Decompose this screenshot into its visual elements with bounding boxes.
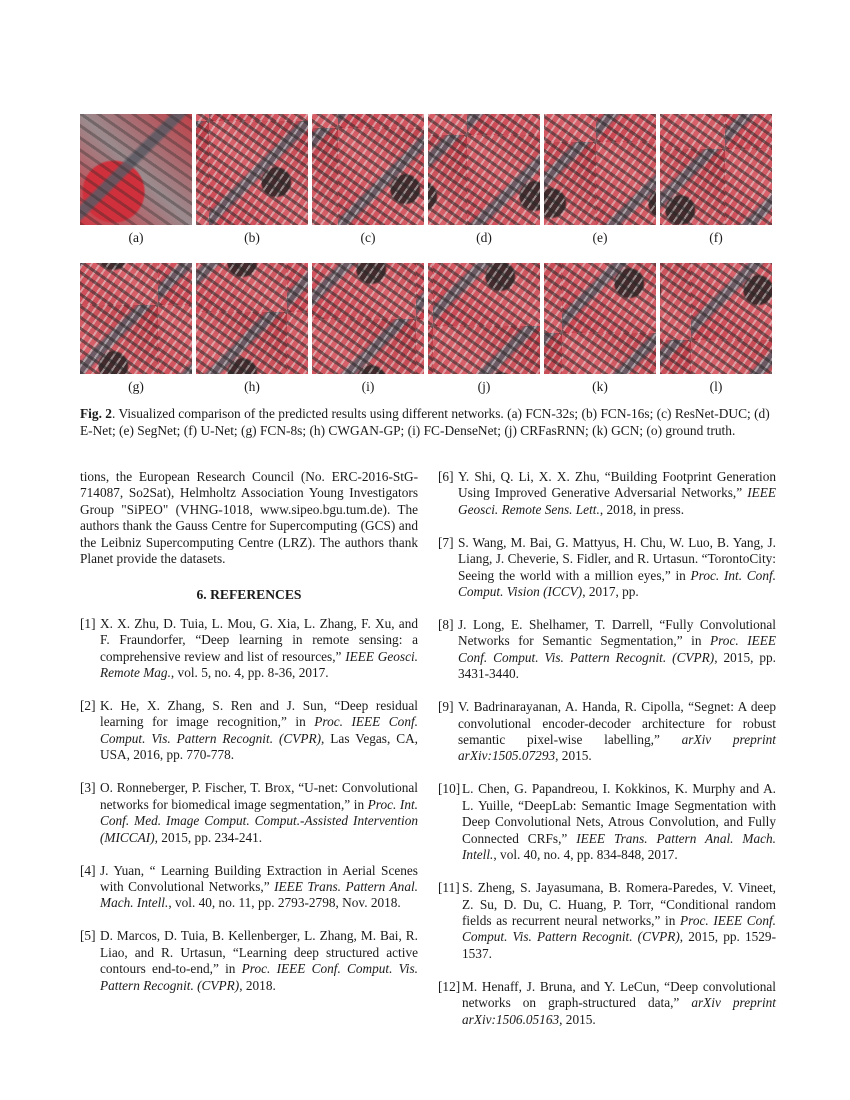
- reference-number: [3]: [80, 780, 96, 796]
- reference-text: , vol. 40, no. 4, pp. 834-848, 2017.: [493, 847, 678, 863]
- reference-venue: IEEE Geosci. Remote Mag.: [100, 648, 419, 681]
- subfigure-image: [196, 114, 308, 225]
- subfigure-label: (d): [476, 230, 492, 245]
- reference-number: [9]: [438, 699, 454, 715]
- subfigure-label: (l): [709, 379, 723, 394]
- subfigure-label: (i): [361, 379, 375, 394]
- reference-text: , 2015, pp. 1529-1537.: [462, 929, 777, 961]
- subfigure-label: (b): [244, 230, 260, 245]
- reference-text: , 2015, pp. 3431-3440.: [458, 649, 776, 682]
- subfigure-image: [80, 114, 192, 225]
- reference-number: [4]: [80, 862, 96, 878]
- subfigure-label: (e): [592, 230, 608, 245]
- caption-text: . Visualized comparison of the predicted results using different networks. (a) FCN-32s; (b) FCN-16s; (c) ResNet-DUC; (d) E-Net; (e) SegNet; (f) U-Net; (g) FCN-8s; (h) CWGAN-GP; (i) FC-DenseNet; (j) CRFasRNN; (k) GCN; (o) ground truth.: [80, 406, 770, 438]
- reference-item: [438, 880, 776, 962]
- reference-item: [80, 616, 418, 682]
- reference-item: [438, 469, 776, 518]
- subfigure-label: (h): [244, 379, 260, 394]
- reference-text: Y. Shi, Q. Li, X. X. Zhu, “Building Footprint Generation Using Improved Generative Adversarial Networks,”: [458, 469, 776, 501]
- reference-item: [80, 780, 418, 846]
- right-column: [438, 469, 776, 1045]
- left-column: [80, 469, 418, 1011]
- reference-number: [5]: [80, 928, 96, 944]
- reference-venue: Proc. IEEE Conf. Comput. Vis. Pattern Recognit. (CVPR): [100, 961, 418, 993]
- reference-number: [10]: [438, 781, 461, 797]
- references-heading: 6. REFERENCES: [196, 587, 302, 603]
- subfigure-image: [428, 263, 540, 374]
- reference-text: D. Marcos, D. Tuia, B. Kellenberger, L. Zhang, M. Bai, R. Liao, and R. Urtasun, “Learning deep structured active contours end-to-end,” in: [100, 928, 418, 977]
- reference-number: [8]: [438, 617, 454, 633]
- reference-item: [438, 781, 776, 863]
- subfigure-label: (k): [592, 379, 608, 394]
- reference-text: J. Yuan, “ Learning Building Extraction in Aerial Scenes with Convolutional Networks,”: [100, 862, 418, 894]
- reference-text: O. Ronneberger, P. Fischer, T. Brox, “U-net: Convolutional networks for biomedical image segmentation,” in: [100, 780, 418, 812]
- reference-item: [438, 699, 776, 765]
- reference-number: [6]: [438, 469, 454, 484]
- reference-venue: Proc. IEEE Conf. Comput. Vis. Pattern Recognit. (CVPR): [100, 714, 418, 746]
- subfigure-image: [660, 263, 772, 374]
- acknowledgements-text: tions, the European Research Council (No. ERC-2016-StG-714087, So2Sat), Helmholtz Association Young Investigators Group "SiPEO" (VHNG-1018, www.sipeo.bgu.tum.de). The authors thank the Gauss Centre for Supercomputing (GCS) and the Leibniz Supercomputing Centre (LRZ). The authors thank Planet provide the datasets.: [80, 469, 418, 567]
- subfigure-image: [312, 263, 424, 374]
- reference-text: , 2018.: [239, 977, 276, 993]
- reference-number: [11]: [438, 880, 460, 896]
- reference-text: S. Wang, M. Bai, G. Mattyus, H. Chu, W. Luo, B. Yang, J. Liang, J. Cheverie, S. Fidler, and R. Urtasun. “TorontoCity: Seeing the world with a million eyes,” in: [458, 534, 776, 583]
- reference-text: M. Henaff, J. Bruna, and Y. LeCun, “Deep convolutional networks on graph-structured data,”: [462, 978, 776, 1011]
- subfigure-label: (a): [128, 230, 144, 245]
- subfigure-image: [544, 263, 656, 374]
- reference-item: [80, 863, 418, 912]
- reference-item: [80, 928, 418, 994]
- subfigure-label: (g): [128, 379, 144, 394]
- reference-number: [7]: [438, 534, 454, 550]
- reference-text: J. Long, E. Shelhamer, T. Darrell, “Fully Convolutional Networks for Semantic Segmentation,” in: [458, 617, 776, 649]
- subfigure-image: [312, 114, 424, 225]
- reference-venue: Proc. IEEE Conf. Comput. Vis. Pattern Recognit. (CVPR): [458, 633, 776, 665]
- reference-number: [2]: [80, 698, 96, 714]
- reference-item: [438, 535, 776, 601]
- reference-text: L. Chen, G. Papandreou, I. Kokkinos, K. Murphy and A. L. Yuille, “DeepLab: Semantic Image Segmentation with Deep Convolutional Nets, Atrous Convolution, and Fully Connected CRFs,”: [462, 781, 776, 846]
- caption-label: Fig. 2: [80, 406, 112, 421]
- reference-text: , 2018, in press.: [599, 501, 685, 517]
- reference-venue: arXiv preprint arXiv:1506.05163: [462, 995, 776, 1027]
- reference-number: [1]: [80, 615, 96, 631]
- reference-text: K. He, X. Zhang, S. Ren and J. Sun, “Deep residual learning for image recognition,” in: [100, 698, 418, 730]
- reference-text: X. X. Zhu, D. Tuia, L. Mou, G. Xia, L. Zhang, F. Xu, and F. Fraundorfer, “Deep learning in remote sensing: a comprehensive review and list of resources,”: [100, 615, 418, 664]
- reference-text: , Las Vegas, CA, USA, 2016, pp. 770-778.: [100, 730, 418, 763]
- subfigure-label: (f): [709, 230, 723, 245]
- subfigure-image: [196, 263, 308, 374]
- reference-venue: IEEE Geosci. Remote Sens. Lett.: [458, 485, 776, 517]
- reference-number: [12]: [438, 978, 461, 994]
- subfigure-image: [80, 263, 192, 374]
- reference-item: [438, 979, 776, 1028]
- reference-venue: IEEE Trans. Pattern Anal. Mach. Intell.: [462, 830, 777, 863]
- subfigure-image: [660, 114, 772, 225]
- reference-text: , 2017, pp.: [582, 584, 639, 600]
- subfigure-label: (c): [360, 230, 376, 245]
- reference-venue: arXiv preprint arXiv:1505.07293: [458, 732, 776, 764]
- subfigure-label: (j): [477, 379, 491, 394]
- figure-caption: [80, 405, 780, 439]
- reference-text: , 2015, pp. 234-241.: [154, 829, 263, 845]
- subfigure-image: [544, 114, 656, 225]
- reference-venue: Proc. Int. Conf. Comput. Vision (ICCV): [458, 567, 776, 600]
- reference-venue: IEEE Trans. Pattern Anal. Mach. Intell.: [100, 878, 418, 911]
- reference-item: [438, 617, 776, 683]
- reference-text: , vol. 40, no. 11, pp. 2793-2798, Nov. 2018.: [168, 895, 401, 911]
- reference-item: [80, 698, 418, 764]
- reference-venue: Proc. IEEE Conf. Comput. Vis. Pattern Recognit. (CVPR): [462, 912, 776, 945]
- reference-text: , vol. 5, no. 4, pp. 8-36, 2017.: [170, 665, 329, 681]
- reference-text: V. Badrinarayanan, A. Handa, R. Cipolla, “Segnet: A deep convolutional encoder-decoder architecture for robust semantic pixel-wise labelling,”: [458, 699, 776, 748]
- reference-text: S. Zheng, S. Jayasumana, B. Romera-Paredes, V. Vineet, Z. Su, D. Du, C. Huang, P. Torr, “Conditional random fields as recurrent neural networks,” in: [462, 880, 776, 928]
- subfigure-image: [428, 114, 540, 225]
- reference-text: , 2015.: [559, 1011, 596, 1027]
- reference-text: , 2015.: [555, 748, 592, 764]
- reference-venue: Proc. Int. Conf. Med. Image Comput. Comput.-Assisted Intervention (MICCAI): [100, 796, 418, 845]
